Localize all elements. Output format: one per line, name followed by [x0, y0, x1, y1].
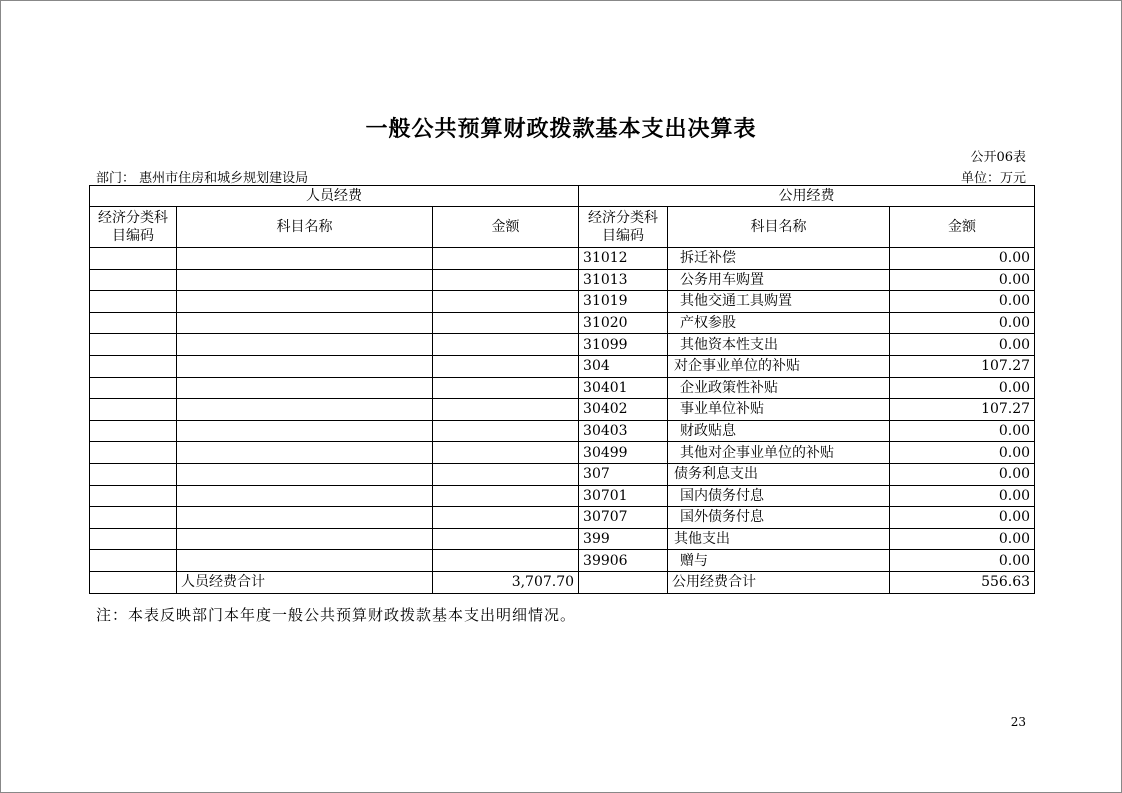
row-amount: 0.00 [890, 334, 1035, 356]
personnel-name-cell [177, 463, 433, 485]
personnel-amount-cell [433, 399, 579, 421]
row-amount: 107.27 [890, 355, 1035, 377]
row-name: 债务利息支出 [668, 463, 890, 485]
table-row [90, 291, 1035, 313]
row-code: 30401 [579, 377, 668, 399]
personnel-amount-cell [433, 550, 579, 572]
page-title: 一般公共预算财政拨款基本支出决算表 [365, 116, 757, 142]
row-name: 拆迁补偿 [668, 248, 890, 270]
personnel-name-cell [177, 355, 433, 377]
row-amount: 0.00 [890, 442, 1035, 464]
personnel-name-cell [177, 420, 433, 442]
row-amount: 0.00 [890, 550, 1035, 572]
table-row [90, 442, 1035, 464]
personnel-amount-cell [433, 507, 579, 529]
personnel-name-cell [177, 248, 433, 270]
row-name: 企业政策性补贴 [668, 377, 890, 399]
personnel-code-cell [90, 291, 177, 313]
row-amount: 0.00 [890, 291, 1035, 313]
table-row [90, 550, 1035, 572]
unit-label: 单位：万元 [960, 171, 1026, 186]
row-code: 304 [579, 355, 668, 377]
row-amount: 0.00 [890, 463, 1035, 485]
personnel-name-cell [177, 442, 433, 464]
public-total-label: 公用经费合计 [668, 571, 890, 593]
totals-row [90, 571, 1035, 593]
table-row [90, 269, 1035, 291]
public-total-code-cell [579, 571, 668, 593]
personnel-code-header: 经济分类科目编码 [90, 207, 177, 248]
personnel-total-label: 人员经费合计 [177, 571, 433, 593]
department-label: 部门： 惠州市住房和城乡规划建设局 [96, 171, 309, 186]
table-row [90, 485, 1035, 507]
personnel-code-cell [90, 269, 177, 291]
personnel-group-header: 人员经费 [90, 186, 579, 207]
row-name: 其他交通工具购置 [668, 291, 890, 313]
row-name: 公务用车购置 [668, 269, 890, 291]
personnel-code-cell [90, 550, 177, 572]
row-code: 31019 [579, 291, 668, 313]
personnel-name-cell [177, 550, 433, 572]
expenditure-table [89, 185, 1035, 594]
personnel-code-cell [90, 399, 177, 421]
personnel-amount-cell [433, 463, 579, 485]
personnel-name-cell [177, 528, 433, 550]
public-code-header: 经济分类科目编码 [579, 207, 668, 248]
public-total-amount: 556.63 [890, 571, 1035, 593]
personnel-amount-cell [433, 442, 579, 464]
row-code: 31012 [579, 248, 668, 270]
personnel-name-cell [177, 485, 433, 507]
row-amount: 0.00 [890, 528, 1035, 550]
table-row [90, 355, 1035, 377]
row-name: 国外债务付息 [668, 507, 890, 529]
personnel-amount-cell [433, 528, 579, 550]
row-code: 307 [579, 463, 668, 485]
row-name: 其他对企事业单位的补贴 [668, 442, 890, 464]
row-code: 30402 [579, 399, 668, 421]
row-amount: 0.00 [890, 377, 1035, 399]
personnel-name-cell [177, 334, 433, 356]
personnel-name-header: 科目名称 [177, 207, 433, 248]
personnel-total-code-cell [90, 571, 177, 593]
row-amount: 107.27 [890, 399, 1035, 421]
personnel-amount-cell [433, 248, 579, 270]
personnel-amount-cell [433, 355, 579, 377]
personnel-amount-cell [433, 334, 579, 356]
table-row [90, 420, 1035, 442]
row-code: 39906 [579, 550, 668, 572]
personnel-total-amount: 3,707.70 [433, 571, 579, 593]
table-row [90, 377, 1035, 399]
personnel-name-cell [177, 291, 433, 313]
row-name: 国内债务付息 [668, 485, 890, 507]
personnel-code-cell [90, 334, 177, 356]
table-row [90, 248, 1035, 270]
personnel-code-cell [90, 355, 177, 377]
personnel-amount-cell [433, 269, 579, 291]
public-name-header: 科目名称 [668, 207, 890, 248]
row-amount: 0.00 [890, 269, 1035, 291]
personnel-code-cell [90, 528, 177, 550]
row-name: 赠与 [668, 550, 890, 572]
table-row [90, 334, 1035, 356]
group-header-row [90, 186, 1035, 207]
table-body [90, 248, 1035, 572]
column-header-row [90, 207, 1035, 248]
row-code: 399 [579, 528, 668, 550]
row-name: 产权参股 [668, 312, 890, 334]
row-name: 财政贴息 [668, 420, 890, 442]
personnel-code-cell [90, 420, 177, 442]
table-row [90, 312, 1035, 334]
row-amount: 0.00 [890, 248, 1035, 270]
personnel-amount-cell [433, 420, 579, 442]
page-number: 23 [1010, 715, 1026, 729]
personnel-code-cell [90, 485, 177, 507]
personnel-name-cell [177, 269, 433, 291]
row-amount: 0.00 [890, 312, 1035, 334]
public-group-header: 公用经费 [579, 186, 1035, 207]
public-amount-header: 金额 [890, 207, 1035, 248]
personnel-name-cell [177, 312, 433, 334]
personnel-code-cell [90, 248, 177, 270]
personnel-name-cell [177, 507, 433, 529]
personnel-amount-cell [433, 291, 579, 313]
row-name: 其他资本性支出 [668, 334, 890, 356]
row-name: 事业单位补贴 [668, 399, 890, 421]
personnel-amount-header: 金额 [433, 207, 579, 248]
row-code: 30701 [579, 485, 668, 507]
table-row [90, 463, 1035, 485]
row-name: 其他支出 [668, 528, 890, 550]
table-row [90, 528, 1035, 550]
row-code: 31099 [579, 334, 668, 356]
row-amount: 0.00 [890, 507, 1035, 529]
personnel-amount-cell [433, 312, 579, 334]
row-code: 31013 [579, 269, 668, 291]
personnel-code-cell [90, 442, 177, 464]
table-row [90, 507, 1035, 529]
table-row [90, 399, 1035, 421]
personnel-code-cell [90, 312, 177, 334]
row-name: 对企事业单位的补贴 [668, 355, 890, 377]
row-code: 31020 [579, 312, 668, 334]
personnel-name-cell [177, 399, 433, 421]
personnel-code-cell [90, 507, 177, 529]
row-amount: 0.00 [890, 420, 1035, 442]
form-number: 公开06表 [970, 150, 1026, 165]
personnel-amount-cell [433, 485, 579, 507]
row-code: 30499 [579, 442, 668, 464]
personnel-name-cell [177, 377, 433, 399]
personnel-code-cell [90, 377, 177, 399]
personnel-code-cell [90, 463, 177, 485]
table-note: 注：本表反映部门本年度一般公共预算财政拨款基本支出明细情况。 [96, 606, 577, 624]
row-code: 30403 [579, 420, 668, 442]
personnel-amount-cell [433, 377, 579, 399]
row-amount: 0.00 [890, 485, 1035, 507]
row-code: 30707 [579, 507, 668, 529]
